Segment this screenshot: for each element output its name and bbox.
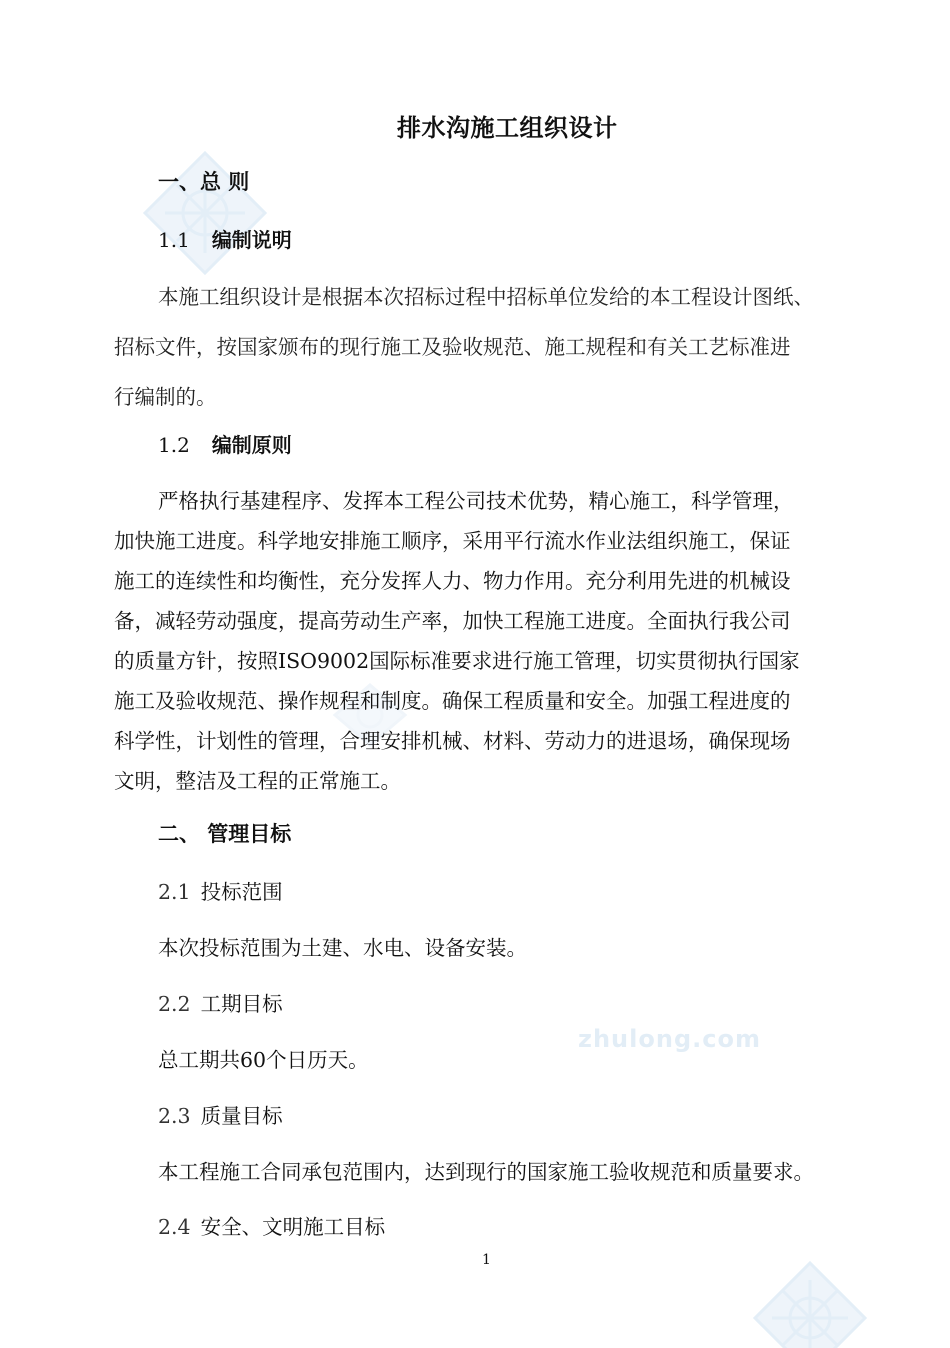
watermark-logo-icon [750,1258,870,1348]
subsection-number: 1.2 [158,433,190,457]
section1-heading: 一、总 则 [158,170,250,194]
subsection-title: 编制原则 [211,433,292,457]
watermark-text: zhulong.com [578,1025,761,1053]
subsection-title: 质量目标 [200,1104,283,1128]
subsection-2-2-heading [158,987,283,1017]
text-span: 总工期共 [158,1048,240,1072]
paragraph-line: 备，减轻劳动强度，提高劳动生产率，加快工程施工进度。全面执行我公司 [114,609,791,633]
paragraph-line: 施工及验收规范、操作规程和制度。确保工程质量和安全。加强工程进度的 [114,689,791,713]
paragraph-line: 文明，整洁及工程的正常施工。 [114,769,401,793]
subsection-1-1-heading [158,224,292,253]
paragraph-line: 行编制的。 [114,385,217,409]
subsection-number: 2.4 [158,1215,191,1239]
text-span: 的质量方针，按照 [114,649,278,673]
paragraph-line: 科学性，计划性的管理，合理安排机械、材料、劳动力的进退场，确保现场 [114,729,791,753]
paragraph-line: 加快施工进度。科学地安排施工顺序，采用平行流水作业法组织施工，保证 [114,529,791,553]
text-span: 国际标准要求进行施工管理，切实贯彻执行国家 [369,649,800,673]
paragraph-line [114,644,800,674]
subsection-title: 编制说明 [211,228,292,252]
subsection-number: 2.2 [158,992,191,1016]
subsection-title: 投标范围 [200,880,283,904]
subsection-1-2-heading [158,429,292,458]
subsection-title: 工期目标 [200,992,283,1016]
text-span: 个日历天。 [266,1048,369,1072]
subsection-number: 2.3 [158,1104,191,1128]
document-title: 排水沟施工组织设计 [397,114,618,142]
page-number: 1 [482,1252,491,1268]
subsection-number: 2.1 [158,880,191,904]
paragraph-line: 本次投标范围为土建、水电、设备安装。 [158,936,527,960]
section2-heading: 二、 管理目标 [158,822,292,846]
paragraph-line: 招标文件，按国家颁布的现行施工及验收规范、施工规程和有关工艺标准进 [114,335,791,359]
subsection-number: 1.1 [158,228,190,252]
subsection-2-4-heading [158,1210,385,1240]
paragraph-line: 本工程施工合同承包范围内，达到现行的国家施工验收规范和质量要求。 [158,1160,814,1184]
duration-days: 60 [240,1048,267,1072]
subsection-title: 安全、文明施工目标 [200,1215,386,1239]
subsection-2-3-heading [158,1099,283,1129]
paragraph-line: 本施工组织设计是根据本次招标过程中招标单位发给的本工程设计图纸、 [158,285,814,309]
paragraph-line: 严格执行基建程序、发挥本工程公司技术优势，精心施工，科学管理， [158,489,794,513]
paragraph-line [158,1043,369,1073]
paragraph-line: 施工的连续性和均衡性，充分发挥人力、物力作用。充分利用先进的机械设 [114,569,791,593]
iso-code: ISO9002 [278,649,370,673]
subsection-2-1-heading [158,875,283,905]
